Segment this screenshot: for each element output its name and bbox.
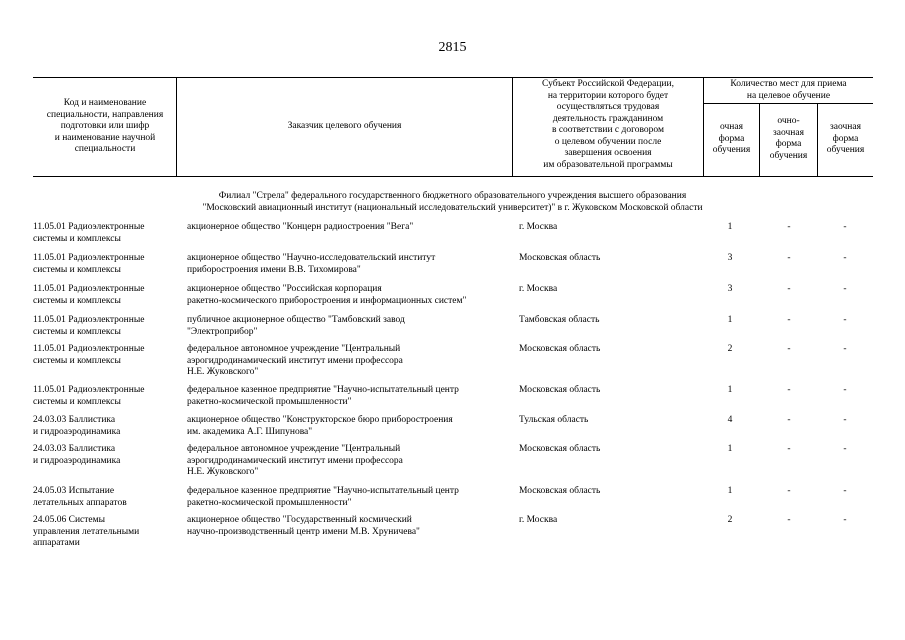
row-extramural: - xyxy=(843,344,847,354)
row-customer: акционерное общество "Российская корпорация ракетно-космического приборостроения и информационных систем" xyxy=(187,284,467,306)
row-region: Тульская область xyxy=(519,415,589,425)
header-customer: Заказчик целевого обучения xyxy=(287,121,402,131)
row-extramural: - xyxy=(843,253,847,263)
row-code: 11.05.01 Радиоэлектронные системы и комплексы xyxy=(33,253,145,275)
row-customer: акционерное общество "Концерн радиостроения "Вега" xyxy=(187,222,414,232)
row-region: Московская область xyxy=(519,385,601,395)
row-customer: федеральное казенное предприятие "Научно-испытательный центр ракетно-космической промышленности" xyxy=(187,385,459,407)
row-mixed: - xyxy=(787,284,791,294)
section-title: Филиал "Стрела" федерального государственного бюджетного образовательного учреждения высшего образования "Московский авиационный институт (национальный исследовательский университет)" в г. Жуковском Московской области xyxy=(202,191,703,213)
row-region: Тамбовская область xyxy=(519,315,600,325)
header-places: Количество мест для приема на целевое обучение xyxy=(730,79,847,101)
row-code: 11.05.01 Радиоэлектронные системы и комплексы xyxy=(33,222,145,244)
row-code: 24.03.03 Баллистика и гидроаэродинамика xyxy=(33,415,121,437)
row-region: Московская область xyxy=(519,444,601,454)
row-fulltime: 1 xyxy=(727,444,733,454)
row-fulltime: 2 xyxy=(727,515,733,525)
row-fulltime: 3 xyxy=(727,284,733,294)
row-mixed: - xyxy=(787,444,791,454)
row-extramural: - xyxy=(843,222,847,232)
row-mixed: - xyxy=(787,315,791,325)
row-code: 11.05.01 Радиоэлектронные системы и комплексы xyxy=(33,344,145,366)
row-mixed: - xyxy=(787,515,791,525)
row-code: 24.05.03 Испытание летательных аппаратов xyxy=(33,486,127,508)
row-extramural: - xyxy=(843,284,847,294)
row-extramural: - xyxy=(843,315,847,325)
row-customer: акционерное общество "Государственный космический научно-производственный центр имени М.В. Хруничева" xyxy=(187,515,420,537)
row-code: 11.05.01 Радиоэлектронные системы и комплексы xyxy=(33,315,145,337)
row-code: 24.05.06 Системы управления летательными аппаратами xyxy=(33,515,140,548)
header-code: Код и наименование специальности, направления подготовки или шифр и наименование научной специальности xyxy=(46,98,164,154)
header-top-rule xyxy=(33,77,873,78)
row-region: г. Москва xyxy=(519,284,558,294)
row-fulltime: 2 xyxy=(727,344,733,354)
row-region: г. Москва xyxy=(519,222,558,232)
row-fulltime: 1 xyxy=(727,315,733,325)
row-customer: акционерное общество "Научно-исследовательский институт приборостроения имени В.В. Тихомирова" xyxy=(187,253,436,275)
places-subheader-rule xyxy=(703,103,873,104)
row-extramural: - xyxy=(843,415,847,425)
row-region: г. Москва xyxy=(519,515,558,525)
row-extramural: - xyxy=(843,486,847,496)
row-mixed: - xyxy=(787,486,791,496)
row-mixed: - xyxy=(787,415,791,425)
row-fulltime: 1 xyxy=(727,222,733,232)
header-extramural: заочная форма обучения xyxy=(826,122,865,155)
row-fulltime: 1 xyxy=(727,486,733,496)
row-customer: публичное акционерное общество "Тамбовский завод "Электроприбор" xyxy=(187,315,405,337)
row-mixed: - xyxy=(787,344,791,354)
row-customer: акционерное общество "Конструкторское бюро приборостроения им. академика А.Г. Шипунова" xyxy=(187,415,453,437)
row-extramural: - xyxy=(843,444,847,454)
row-mixed: - xyxy=(787,253,791,263)
header-bottom-rule xyxy=(33,176,873,177)
row-region: Московская область xyxy=(519,253,601,263)
row-customer: федеральное казенное предприятие "Научно-испытательный центр ракетно-космической промышленности" xyxy=(187,486,459,508)
row-fulltime: 4 xyxy=(727,415,733,425)
row-customer: федеральное автономное учреждение "Центральный аэрогидродинамический институт имени профессора Н.Е. Жуковского" xyxy=(187,344,403,377)
row-mixed: - xyxy=(787,385,791,395)
row-extramural: - xyxy=(843,385,847,395)
header-mixed: очно- заочная форма обучения xyxy=(769,116,808,161)
row-code: 24.03.03 Баллистика и гидроаэродинамика xyxy=(33,444,121,466)
row-region: Московская область xyxy=(519,344,601,354)
row-fulltime: 1 xyxy=(727,385,733,395)
row-customer: федеральное автономное учреждение "Центральный аэрогидродинамический институт имени профессора Н.Е. Жуковского" xyxy=(187,444,403,477)
header-fulltime: очная форма обучения xyxy=(712,122,751,155)
row-code: 11.05.01 Радиоэлектронные системы и комплексы xyxy=(33,284,145,306)
header-subject: Субъект Российской Федерации, на территории которого будет осуществляться трудовая деятельность гражданином в соответствии с договором о целевом обучении после завершения освоения им образовательной программы xyxy=(542,79,674,170)
row-code: 11.05.01 Радиоэлектронные системы и комплексы xyxy=(33,385,145,407)
row-mixed: - xyxy=(787,222,791,232)
row-extramural: - xyxy=(843,515,847,525)
page-number: 2815 xyxy=(438,40,467,55)
row-region: Московская область xyxy=(519,486,601,496)
row-fulltime: 3 xyxy=(727,253,733,263)
